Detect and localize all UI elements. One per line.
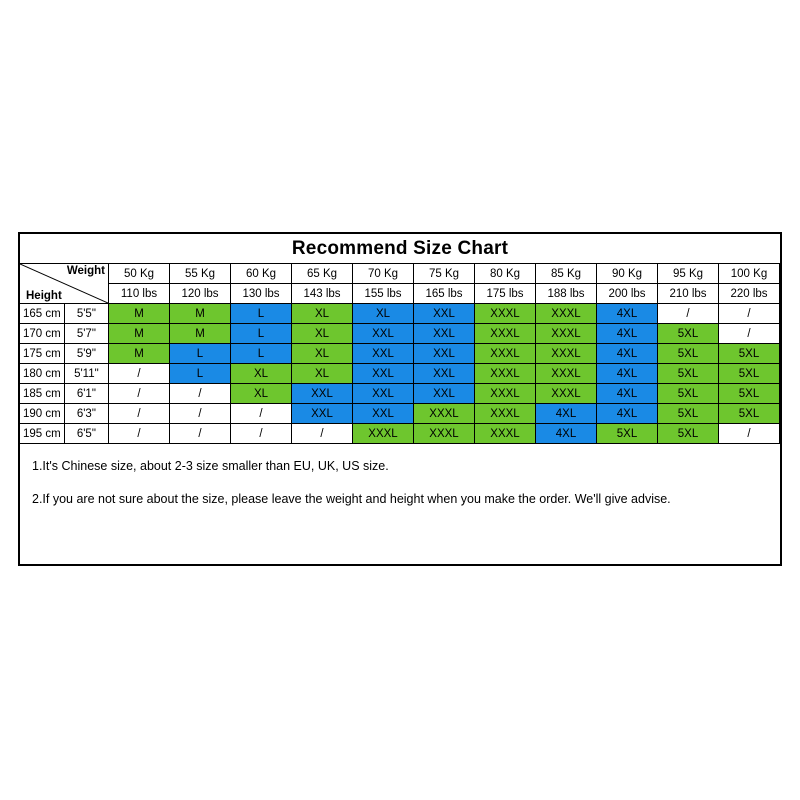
size-cell: L [170,344,231,364]
size-cell: XL [292,324,353,344]
size-cell: 4XL [597,304,658,324]
size-cell: / [292,424,353,444]
size-cell: / [109,364,170,384]
size-cell: XXXL [475,364,536,384]
size-cell: 5XL [597,424,658,444]
size-cell: L [231,304,292,324]
weight-lbs-header: 120 lbs [170,284,231,304]
size-cell: / [109,424,170,444]
size-cell: XXXL [353,424,414,444]
size-cell: 5XL [658,344,719,364]
size-cell: L [231,344,292,364]
size-cell: M [109,304,170,324]
height-cm-header: 180 cm [20,364,64,384]
weight-kg-header: 100 Kg [719,264,780,284]
size-cell: XXXL [536,384,597,404]
weight-kg-header: 80 Kg [475,264,536,284]
size-cell: 5XL [658,424,719,444]
size-cell: XXL [414,384,475,404]
size-cell: XXL [414,344,475,364]
size-cell: 5XL [719,344,780,364]
size-cell: XXL [292,404,353,424]
height-cm-header: 170 cm [20,324,64,344]
size-cell: XXL [353,344,414,364]
size-cell: XXL [353,364,414,384]
size-cell: / [719,304,780,324]
size-cell: / [658,304,719,324]
size-cell: XXXL [536,324,597,344]
size-cell: 4XL [597,324,658,344]
size-cell: M [170,324,231,344]
page-title: Recommend Size Chart [291,238,509,259]
height-axis-label: Height [26,290,62,302]
table-row-weight-lbs [20,284,780,304]
size-cell: / [231,424,292,444]
size-cell: XXXL [414,424,475,444]
weight-kg-header: 60 Kg [231,264,292,284]
table-row [20,424,780,444]
table-body [20,264,780,444]
weight-kg-header: 85 Kg [536,264,597,284]
size-cell: XL [353,304,414,324]
size-cell: XXL [292,384,353,404]
height-ft-header: 6'3" [64,404,108,424]
size-cell: 5XL [719,364,780,384]
size-cell: L [170,364,231,384]
weight-kg-header: 50 Kg [109,264,170,284]
size-cell: 5XL [658,384,719,404]
weight-lbs-header: 175 lbs [475,284,536,304]
size-cell: XXL [414,364,475,384]
size-cell: XXL [414,304,475,324]
weight-kg-header: 90 Kg [597,264,658,284]
size-cell: L [231,324,292,344]
weight-lbs-header: 188 lbs [536,284,597,304]
size-cell: M [109,344,170,364]
table-row [20,384,780,404]
height-cm-header: 185 cm [20,384,64,404]
size-cell: XL [292,304,353,324]
size-cell: XXXL [475,424,536,444]
height-cm-header: 165 cm [20,304,64,324]
weight-lbs-header: 200 lbs [597,284,658,304]
size-cell: 4XL [536,404,597,424]
size-cell: XL [292,344,353,364]
size-cell: XXXL [475,304,536,324]
weight-lbs-header: 210 lbs [658,284,719,304]
weight-axis-label: Weight [66,265,105,277]
size-cell: 5XL [719,404,780,424]
table-row [20,404,780,424]
weight-lbs-header: 220 lbs [719,284,780,304]
size-cell: / [231,404,292,424]
height-cm-header: 175 cm [20,344,64,364]
size-cell: 5XL [658,324,719,344]
axis-corner-cell [20,264,109,304]
size-cell: XXL [353,384,414,404]
size-cell: / [719,324,780,344]
weight-kg-header: 75 Kg [414,264,475,284]
size-cell: / [170,424,231,444]
size-cell: M [109,324,170,344]
weight-lbs-header: 165 lbs [414,284,475,304]
size-cell: XXXL [475,404,536,424]
size-cell: 5XL [719,384,780,404]
height-ft-header: 5'7" [64,324,108,344]
size-cell: XXL [353,324,414,344]
table-row [20,344,780,364]
size-cell: / [170,384,231,404]
size-cell: XXXL [536,304,597,324]
notes-section [20,444,780,508]
size-cell: XL [231,364,292,384]
height-ft-header: 5'9" [64,344,108,364]
weight-lbs-header: 110 lbs [109,284,170,304]
weight-lbs-header: 130 lbs [231,284,292,304]
size-cell: 4XL [536,424,597,444]
height-ft-header: 5'11" [64,364,108,384]
table-row-weight-kg [20,264,780,284]
size-cell: 4XL [597,384,658,404]
table-row [20,304,780,324]
recommend-size-table [20,263,780,444]
size-cell: 4XL [597,344,658,364]
size-cell: XXXL [536,364,597,384]
size-cell: 5XL [658,404,719,424]
size-cell: XXXL [414,404,475,424]
size-cell: XL [231,384,292,404]
height-ft-header: 6'5" [64,424,108,444]
height-ft-header: 6'1" [64,384,108,404]
weight-lbs-header: 155 lbs [353,284,414,304]
note-advise: 2.If you are not sure about the size, please leave the weight and height when you make the order. We'll give advise. [32,491,671,506]
size-chart-container [18,232,782,566]
size-cell: XXL [353,404,414,424]
weight-kg-header: 95 Kg [658,264,719,284]
height-ft-header: 5'5" [64,304,108,324]
table-row [20,324,780,344]
table-row [20,364,780,384]
size-cell: XXL [414,324,475,344]
size-cell: XXXL [475,384,536,404]
size-cell: / [109,384,170,404]
note-chinese-size: 1.It's Chinese size, about 2-3 size smaller than EU, UK, US size. [32,459,389,473]
height-cm-header: 195 cm [20,424,64,444]
size-cell: 4XL [597,364,658,384]
size-cell: 5XL [658,364,719,384]
size-cell: XL [292,364,353,384]
weight-lbs-header: 143 lbs [292,284,353,304]
height-cm-header: 190 cm [20,404,64,424]
size-cell: XXXL [536,344,597,364]
size-cell: / [170,404,231,424]
weight-kg-header: 70 Kg [353,264,414,284]
weight-kg-header: 65 Kg [292,264,353,284]
size-cell: M [170,304,231,324]
size-cell: / [719,424,780,444]
size-cell: XXXL [475,324,536,344]
weight-kg-header: 55 Kg [170,264,231,284]
size-cell: / [109,404,170,424]
size-cell: 4XL [597,404,658,424]
size-cell: XXXL [475,344,536,364]
